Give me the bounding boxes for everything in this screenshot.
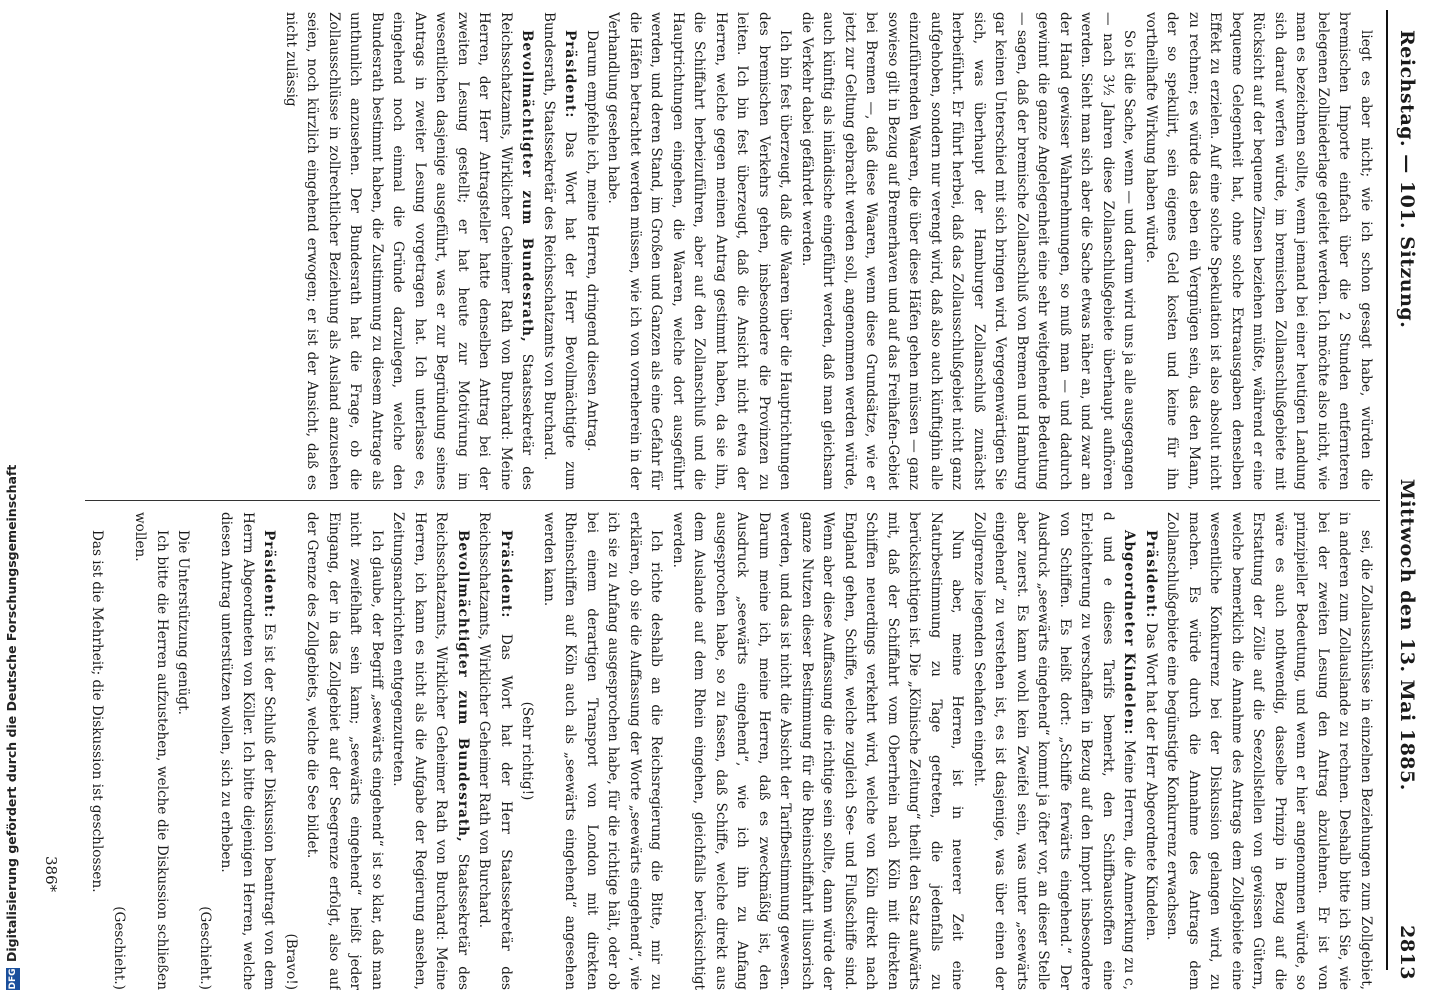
speech-text: Meine Herren, die Anmerkung zu c, d und e dieses Tarifs bemerkt, den Schiffbaustoffen eine Erleichterung zu verschaffen in Bezug auf den Import insbesondere von Schiffen. Es heißt dort: „Schiffe ferwärts eingehend.“ Der Ausdruck „seewärts eingehend“ kommt ja öfter vor, an dieser Stelle aber zuerst. Es kann wohl kein Zweifel sein, was unter „seewärts eingehend“ zu verstehen ist, es ist dasjenige, was über einen der Zollgrenze liegenden Seehafen eingeht. bbox=[971, 512, 1138, 990]
speaker-name: Präsident: bbox=[498, 530, 514, 619]
speech-paragraph bbox=[280, 12, 538, 490]
paragraph: sei, die Zollausschlüsse in einzelnen Beziehungen zum Zollgebiet, in anderen zum Zollauslande zu rechnen. Deshalb bitte ich Sie, wie bei der zweiten Lesung den Antrag abzulehnen. Er ist von prinzipieller Bedeutung, und wenn er hier angenommen würde, so wäre es auch nothwendig, dasselbe Prinzip in Bezug auf die Erstattung der Zölle auf die Seezollstellen von gewissen Gütern, welche bemerklich die Annahme des Antrags dem Zollgebiete eine wesentliche Konkurrenz bei der Diskussion gelangen wird, zu machen. Es würde durch die Annahme des Antrags dem Zollanschlußgebiete eine begünstigte Konkurrenz erwachsen. bbox=[1164, 512, 1374, 990]
paragraph: Nun aber, meine Herren, ist in neuerer Zeit eine Naturbestimmung zu Tage getreten, die jedenfalls zu berücksichtigen ist. Die „Kölnische Zeitung“ theilt den Satz aufwärts mit, daß der Schiffahrt vom Oberrhein nach Köln mit direkten Schiffen neuerdings verkehrt wird, welche von Köln direkt nach England gehen, Schiffe, welche zugleich See- und Flußschiffe sind. Wenn aber diese Auffassung die richtige sein sollte, dann würde der ganze Nutzen dieser Bestimmung für die Rheinschiffahrt illusorisch werden, und das ist nicht die Absicht der Tarifbestimmung gewesen. Darum meine ich, meine Herren, daß es zweckmäßig ist, den Ausdruck „seewärts eingehend“, wie ich ihn zu Anfang ausgesprochen habe, so zu fassen, daß Schiffe, welche direkt aus dem Auslande auf dem Rhein eingehen, gleichfalls berücksichtigt werden. bbox=[670, 512, 966, 990]
paragraph: liegt es aber nicht; wie ich schon gesagt habe, würden die bremischen Importe einfach über die 2 Stunden entfernteren belegenen Zollniederlage geleitet werden. Ich möchte also nicht, wie man es bezeichnen sollte, wenn jemand bei einer heutigen Landung sich darauf werfen würde, im bremischen Zollanschlußgebiete mit Rücksicht auf der bequeme Zinsen beziehen müßte, während er eine bequeme Gelegenheit hat, ohne solche Extraausgaben denselben Effekt zu erzielen. Auf eine solche Spekulation ist also absolut nicht zu rechnen; es würde das eben ein Vergnügen sein, das den Mann, der so spekulirt, sein eigenes Geld kosten und keine für ihn vortheilhafte Wirkung haben würde. bbox=[1143, 12, 1374, 490]
speaker-name: Abgeordneter Kindelen: bbox=[1121, 530, 1138, 736]
paragraph: (Bravo!) bbox=[283, 933, 299, 990]
running-header bbox=[1386, 10, 1426, 990]
paragraph: Darum empfehle ich, meine Herren, dringend diesen Antrag. bbox=[584, 30, 600, 452]
speech-paragraph bbox=[1140, 512, 1162, 990]
speaker-name: Präsident: bbox=[1143, 530, 1159, 619]
header-right-group bbox=[1396, 479, 1418, 980]
speech-text: Das Wort hat der Herr Abgeordnete Kindelen. bbox=[1143, 618, 1159, 941]
paragraph: Die Unterstützung genügt. bbox=[175, 530, 192, 715]
header-date: Mittwoch den 13. Mai 1885. bbox=[1396, 478, 1418, 791]
paragraph: Ich bin fest überzeugt, daß die Waaren über die Hauptrichtungen des bremischen Verkehrs gehen, insbesondere die Provinzen zu leiten. Ich bin fest überzeugt, daß die Ansicht nicht etwa der Herren, welche gegen meinen Antrag gestimmt haben, da sie ihn, die Schiffahrt herbeizuführen, aber auf den Zollanschluß und die Hauptrichtungen eingehen, die Waaren, welche dort ausgeführt werden, und deren Stand, im Großen und Ganzen als eine Gefahr für die Häfen betrachtet werden müssen, wie ich von vorneherein in der Verhandlung gesehen habe. bbox=[605, 12, 794, 490]
column-divider bbox=[85, 500, 1380, 501]
speech-paragraph bbox=[968, 512, 1140, 990]
speaker-name: Bevollmächtigter zum Bundesrath, bbox=[455, 530, 471, 843]
page-marker: 386* bbox=[42, 856, 60, 893]
speaker-name: Bevollmächtigter zum Bundesrath, bbox=[519, 30, 536, 343]
speech-paragraph bbox=[538, 12, 581, 490]
digitization-credit-text: Digitalisierung gefördert durch die Deutsche Forschungsgemeinschaft bbox=[4, 464, 19, 962]
left-column bbox=[86, 12, 1376, 490]
speaker-name: Präsident: bbox=[562, 30, 579, 119]
page-number: 2813 bbox=[1396, 925, 1418, 980]
speech-text: Das Wort hat der Herr Bevollmächtigte zum Bundesrath, Staatssekretär des Reichsschatzamts von Burchard. bbox=[541, 12, 579, 490]
header-left: Reichstag. — 101. Sitzung. bbox=[1396, 30, 1418, 329]
header-rule bbox=[1386, 10, 1388, 970]
paragraph: Das ist die Mehrheit; die Diskussion ist geschlossen. bbox=[89, 530, 106, 893]
paragraph: Ich bitte die Herren aufzustehen, welche die Diskussion schließen wollen. bbox=[132, 512, 170, 990]
speech-text: Staatssekretär des Reichsschatzamts, Wirklicher Geheimer Rath von Burchard: Meine Herren, ich kann es nicht als die Aufgabe der Regierung ansehen, Zeitungsnachrichten entgegenzutreten. bbox=[390, 512, 471, 990]
speech-paragraph bbox=[473, 512, 516, 990]
right-column bbox=[86, 512, 1376, 990]
paragraph: (Sehr richtig!) bbox=[519, 701, 536, 801]
speaker-name: Präsident: bbox=[261, 530, 278, 619]
speech-text: Es ist der Schluß der Diskussion beantragt von dem Herrn Abgeordneten von Köller. Ich bitte diejenigen Herren, welche diesen Antrag unterstützen wollen, sich zu erheben. bbox=[218, 512, 278, 990]
paragraph: Ich richte deshalb an die Reichsregierung die Bitte, mir zu erklären, ob sie die Auffassung der Worte „seewärts eingehend“, wie ich sie zu Anfang ausgesprochen habe, für die richtige hält, oder ob bei einem derartigen Transport von London mit direkten Rheinschiffen auf Köln auch als „seewärts eingehend“ angesehen werden kann. bbox=[541, 512, 665, 990]
speech-paragraph bbox=[387, 512, 473, 990]
speech-paragraph bbox=[215, 512, 280, 990]
speech-text: Staatssekretär des Reichsschatzamts, Wirklicher Geheimer Rath von Burchard: Meine Herren, der Herr Antragsteller hatte denselben Antrag bei der zweiten Lesung gestellt; er hat heute zur Motivirung im wesentlichen dasjenige ausgeführt, was er zur Begründung seines Antrags in zweiter Lesung vorgetragen hat. Ich unterlasse es, eingehend noch einmal die Gründe darzulegen, welche den Bundesrath bestimmt haben, die Zustimmung zu diesem Antrage als unthunlich anzusehen. Der Bundesrath hat die Frage, ob die Zollausschlüsse in zollrechtlicher Beziehung als Ausland anzusehen seien, noch kürzlich eingehend erwogen; er ist der Ansicht, daß es nicht zulässig bbox=[283, 12, 536, 490]
paragraph: (Geschieht.) bbox=[111, 906, 127, 990]
dfg-logo: DFG bbox=[7, 968, 18, 990]
paragraph: So ist die Sache, wenn — und darum wird uns ja alle ausgegangen — nach 3½ Jahren diese Zollanschlußgebiete überhaupt aufhören werden. Sieht man sich aber die Sache etwas näher an, und zwar an der Hand gewisser Wahrnehmungen, so muß man — und dadurch gewinnt die ganze Angelegenheit eine sehr weitgehende Bedeutung — sagen, daß der bremische Zollanschluß von Bremen und Hamburg gar keinen Unterschied mit sich bringen wird. Vergegenwärtigen Sie sich, was überhaupt der Hamburger Zollanschluß zunächst herbeiführt. Er führt herbei, daß das Zollausschlußgebiet nicht ganz aufgehoben, sondern nur verengt wird, daß also auch künftighin alle einzuführenden Waaren, die über diese Häfen gehen müssen — ganz sowieso gilt in Bezug auf Bremerhaven und auf das Freihafen-Gebiet bei Bremen —, daß diese Waaren, wenn diese Grundsätze, wie er jetzt zur Geltung gebracht werden soll, angenommen werden würde, auch künftig als inländische eingeführt werden, daß man gleichsam die Verkehr dabei gefährdet werden. bbox=[799, 12, 1138, 490]
paragraph: (Geschieht.) bbox=[197, 906, 213, 990]
paragraph: Ich glaube, der Begriff „seewärts eingehend“ ist so klar, daß man nicht zweifelhaft sein kann; „seewärts eingehend“ heißt jeder Eingang, der in das Zollgebiet auf der Seegrenze erfolgt, also auf der Grenze des Zollgebiets, welche die See bildet. bbox=[304, 512, 385, 990]
speech-text: Das Wort hat der Herr Staatssekretär des Reichsschatzamts, Wirklicher Geheimer Rath von Burchard. bbox=[476, 512, 514, 990]
